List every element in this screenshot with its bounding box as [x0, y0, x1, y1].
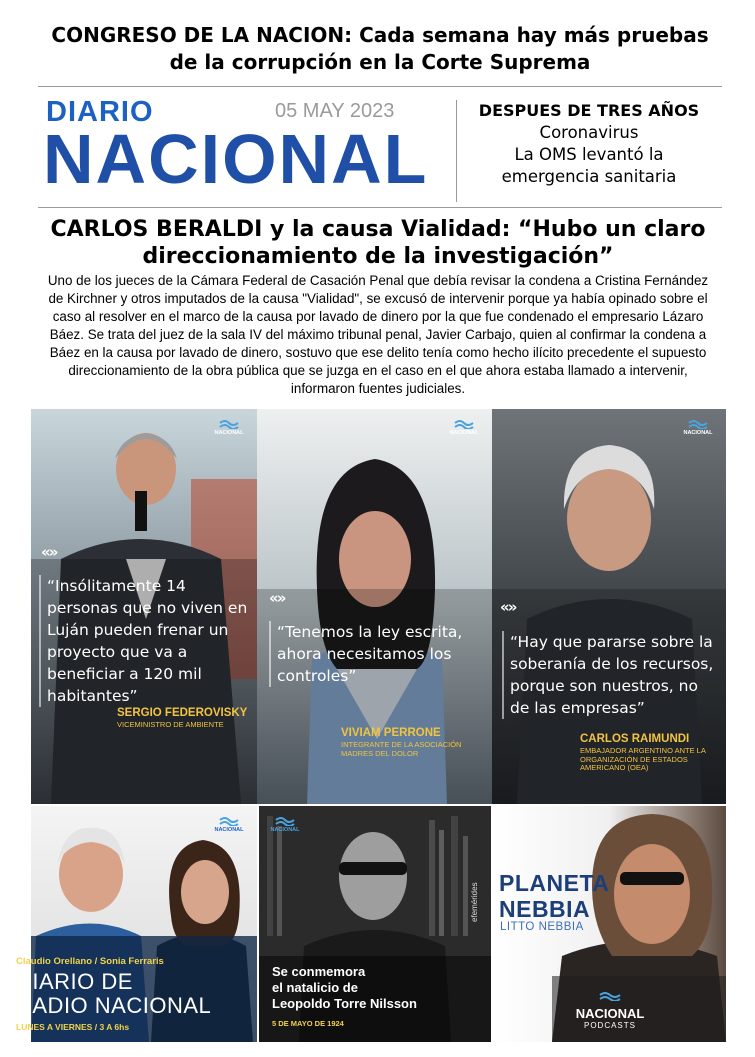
nacional-podcasts-logo	[568, 988, 652, 1030]
quote-speaker: SERGIO FEDEROVISKY	[117, 707, 248, 719]
radio-hosts: Claudio Orellano / Sonia Ferraris	[16, 956, 164, 967]
quote-text: “Hay que pararse sobre la soberanía de los recursos, porque son nuestros, no de las empresas”	[502, 631, 720, 719]
radio-program-title	[16, 970, 211, 1018]
nacional-logo-text: NACIONAL	[214, 430, 244, 436]
quote-marks-icon: «»	[500, 598, 516, 616]
quote-speaker: VIVIAM PERRONE	[341, 727, 441, 739]
side-news-line-1: Coronavirus	[539, 123, 639, 142]
quote-marks-icon: «»	[41, 543, 57, 561]
masthead-divider	[38, 207, 722, 208]
radio-title-line-1: DIARIO DE	[16, 969, 133, 994]
quote-marks-icon: «»	[269, 589, 285, 607]
logo-main-text: NACIONAL	[43, 120, 429, 198]
nacional-logo-icon	[682, 419, 714, 436]
top-headline[interactable]: CONGRESO DE LA NACION: Cada semana hay más pruebas de la corrupción en la Corte Suprema	[51, 23, 709, 74]
efemerides-label: efemérides	[470, 882, 479, 922]
nacional-podcasts-icon	[599, 991, 621, 1001]
logo-top-text: DIARIO	[46, 96, 154, 128]
nacional-logo-text: NACIONAL	[683, 430, 713, 436]
nacional-logo-icon	[448, 419, 480, 436]
efemerides-line-3: Leopoldo Torre Nilsson	[272, 996, 417, 1011]
podcast-title	[499, 870, 609, 922]
efemerides-date: 5 DE MAYO DE 1924	[272, 1019, 344, 1028]
side-news-line-2: La OMS levantó la	[514, 145, 664, 164]
nacional-podcasts-sub: PODCASTS	[583, 1021, 636, 1030]
side-news-line-3: emergencia sanitaria	[501, 167, 677, 186]
efemerides-line-2: el natalicio de	[272, 980, 358, 995]
side-news-box[interactable]	[464, 100, 714, 188]
efemerides-line-1: Se conmemora	[272, 964, 366, 979]
podcast-title-line-2: NEBBIA	[499, 896, 591, 922]
nacional-logo-text: NACIONAL	[214, 827, 244, 833]
masthead-vertical-divider	[456, 100, 457, 202]
quote-tile-perrone[interactable]	[257, 409, 492, 804]
top-divider	[38, 86, 722, 87]
quote-text: “Insólitamente 14 personas que no viven en Luján pueden frenar un proyecto que va a beneficiar a 120 mil habitantes”	[39, 575, 253, 707]
nacional-logo-text: NACIONAL	[270, 827, 300, 833]
podcast-title-line-1: PLANETA	[499, 870, 610, 896]
masthead-logo[interactable]	[43, 96, 446, 198]
nacional-logo-icon	[213, 419, 245, 436]
efemerides-text	[272, 964, 417, 1012]
nacional-logo-text: NACIONAL	[449, 430, 479, 436]
nacional-logo-icon	[269, 816, 301, 833]
side-news-heading: DESPUES DE TRES AÑOS	[478, 101, 700, 120]
quote-speaker: CARLOS RAIMUNDI	[580, 733, 690, 745]
quote-tile-federovisky[interactable]	[31, 409, 257, 804]
issue-date: 05 MAY 2023	[275, 100, 395, 122]
article-lead: Uno de los jueces de la Cámara Federal de Casación Penal que debía revisar la condena a Cristina Fernández de Kirchner y otros imputados de la causa "Vialidad", se excusó de intervenir porque ya había opinado sobre el caso al resolver en el marco de la causa por lavado de dinero por la que fue condenado el empresario Lázaro Báez. Se trata del juez de la sala IV del máximo tribunal penal, Javier Carbajo, quien al confirmar la condena a Báez en la causa por lavado de dinero, sostuvo que ese delito tenía como hecho ilícito precedente el supuesto direccionamiento de la obra pública que se juzga en el caso en el que ahora estaba llamado a intervenir, informaron fuentes judiciales.	[47, 273, 709, 396]
nacional-logo-icon	[213, 816, 245, 833]
quote-tile-raimundi[interactable]	[492, 409, 726, 804]
quote-speaker-role: INTEGRANTE DE LA ASOCIACIÓN MADRES DEL DOLOR	[341, 740, 462, 758]
radio-title-line-2: RADIO NACIONAL	[16, 993, 212, 1018]
article-title[interactable]: CARLOS BERALDI y la causa Vialidad: “Hubo un claro direccionamiento de la investigación”	[50, 217, 706, 269]
nacional-podcasts-brand: NACIONAL	[575, 1006, 645, 1021]
quote-text: “Tenemos la ley escrita, ahora necesitamos los controles”	[269, 621, 481, 687]
quote-speaker-role: EMBAJADOR ARGENTINO ANTE LA ORGANIZACIÓN DE ESTADOS AMERICANO (OEA)	[580, 746, 706, 772]
radio-schedule: LUNES A VIERNES / 3 A 6hs	[16, 1022, 130, 1032]
quote-speaker-role: VICEMINISTRO DE AMBIENTE	[117, 720, 224, 729]
podcast-subtitle: LITTO NEBBIA	[500, 921, 584, 933]
